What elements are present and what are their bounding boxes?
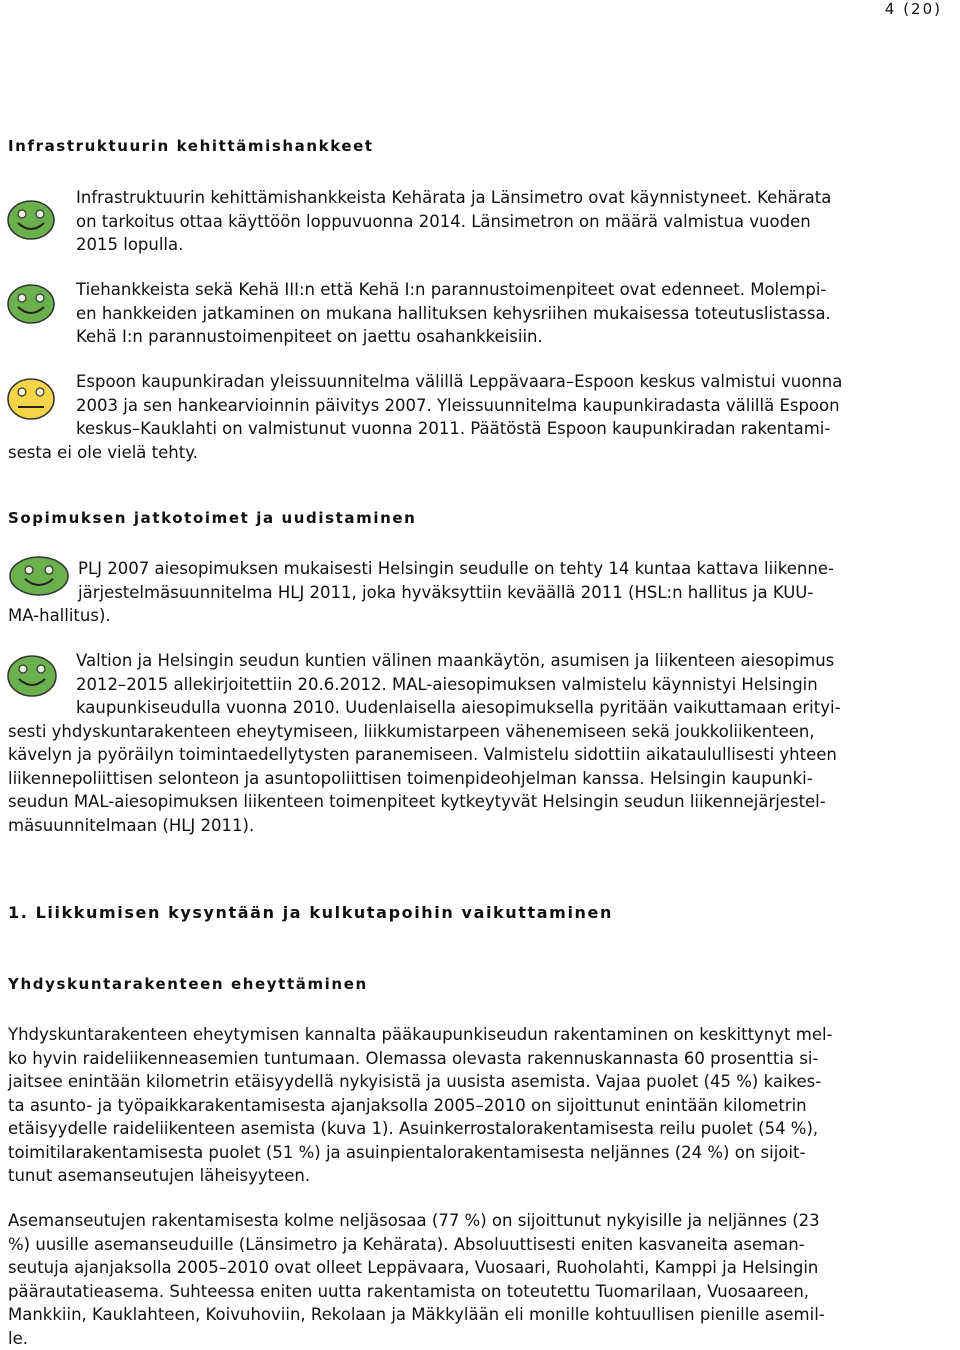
text-line: Mankkiin, Kauklahteen, Koivuhoviin, Rekolaan ja Mäkkylään eli monille kohtuullisen pienille asemil-: [8, 1303, 960, 1327]
infra-paragraph-3: [8, 370, 960, 464]
text-line: ko hyvin raideliikenneasemien tuntumaan. Olemassa olevasta rakennuskannasta 60 prosenttia si-: [8, 1047, 960, 1071]
text-line: etäisyydelle raideliikenteen asemista (kuva 1). Asuinkerrostalorakentamisesta reilu puolet (54 %),: [8, 1117, 960, 1141]
text-line: sesta ei ole vielä tehty.: [8, 441, 960, 465]
section-heading-agreement: Sopimuksen jatkotoimet ja uudistaminen: [8, 509, 416, 527]
text-line: jaitsee enintään kilometrin etäisyydellä nykyisistä ja uusista asemista. Vajaa puolet (45 %) kaikes-: [8, 1070, 960, 1094]
text-line: liikennepoliittisen selonteon ja asuntopoliittisen toimenpideohjelman kanssa. Helsingin kaupunki-: [8, 767, 960, 791]
text-line: Valtion ja Helsingin seudun kuntien välinen maankäytön, asumisen ja liikenteen aiesopimus: [8, 649, 960, 673]
text-line: 2012–2015 allekirjoitettiin 20.6.2012. MAL-aiesopimuksen valmistelu käynnistyi Helsingin: [8, 673, 960, 697]
chapter-heading: 1. Liikkumisen kysyntään ja kulkutapoihin vaikuttaminen: [8, 903, 613, 922]
text-line: ta asunto- ja työpaikkarakentamisesta ajanjaksolla 2005–2010 on sijoittunut enintään kilometrin: [8, 1094, 960, 1118]
text-line: %) uusille asemanseuduille (Länsimetro ja Kehärata). Absoluuttisesti eniten kasvaneita aseman-: [8, 1233, 960, 1257]
text-line: toimitilarakentamisesta puolet (51 %) ja asuinpientalorakentamisesta neljännes (24 %) on sijoit-: [8, 1141, 960, 1165]
text-line: Espoon kaupunkiradan yleissuunnitelma välillä Leppävaara–Espoon keskus valmistui vuonna: [8, 370, 960, 394]
text-line: keskus–Kauklahti on valmistunut vuonna 2011. Päätöstä Espoon kaupunkiradan rakentami-: [8, 417, 960, 441]
section-heading-community: Yhdyskuntarakenteen eheyttäminen: [8, 975, 368, 993]
community-paragraph-1: [8, 1023, 960, 1188]
text-line: kävelyn ja pyöräilyn toimintaedellytysten paranemiseen. Valmistelu sidottiin aikataulullisesti yhteen: [8, 743, 960, 767]
text-line: Yhdyskuntarakenteen eheytymisen kannalta pääkaupunkiseudun rakentaminen on keskittynyt mel-: [8, 1023, 960, 1047]
text-line: päärautatieasema. Suhteessa eniten uutta rakentamista on toteutettu Tuomarilaan, Vuosaareen,: [8, 1280, 960, 1304]
green-happy-face-icon: [6, 199, 56, 241]
green-happy-face-icon: [6, 283, 56, 325]
text-line: seudun MAL-aiesopimuksen liikenteen toimenpiteet kytkeytyvät Helsingin seudun liikennejärjestel-: [8, 790, 960, 814]
text-line: le.: [8, 1327, 960, 1350]
text-line: Kehä I:n parannustoimenpiteet on jaettu osahankkeisiin.: [76, 325, 960, 349]
section-heading-infrastructure: Infrastruktuurin kehittämishankkeet: [8, 137, 374, 155]
text-line: MA-hallitus).: [8, 604, 960, 628]
infra-paragraph-1: [76, 186, 960, 257]
agreement-paragraph-2: [8, 649, 960, 837]
infra-paragraph-2: [76, 278, 960, 349]
agreement-paragraph-1: [8, 557, 960, 628]
text-line: Infrastruktuurin kehittämishankkeista Kehärata ja Länsimetro ovat käynnistyneet. Kehärata: [76, 186, 960, 210]
text-line: Tiehankkeista sekä Kehä III:n että Kehä I:n parannustoimenpiteet ovat edenneet. Molempi-: [76, 278, 960, 302]
text-line: kaupunkiseudulla vuonna 2010. Uudenlaisella aiesopimuksella pyritään vaikuttamaan erityi-: [8, 696, 960, 720]
text-line: 2015 lopulla.: [76, 233, 960, 257]
text-line: en hankkeiden jatkaminen on mukana hallituksen kehysriihen mukaisessa toteutuslistassa.: [76, 302, 960, 326]
text-line: tunut asemanseutujen läheisyyteen.: [8, 1164, 960, 1188]
text-line: mäsuunnitelmaan (HLJ 2011).: [8, 814, 960, 838]
text-line: järjestelmäsuunnitelma HLJ 2011, joka hyväksyttiin keväällä 2011 (HSL:n hallitus ja KUU-: [8, 581, 960, 605]
text-line: seutuja ajanjaksolla 2005–2010 ovat olleet Leppävaara, Vuosaari, Ruoholahti, Kamppi ja Helsingin: [8, 1256, 960, 1280]
text-line: PLJ 2007 aiesopimuksen mukaisesti Helsingin seudulle on tehty 14 kuntaa kattava liikenne-: [8, 557, 960, 581]
page-number: 4 (20): [885, 0, 942, 18]
text-line: 2003 ja sen hankearvioinnin päivitys 2007. Yleissuunnitelma kaupunkiradasta välillä Espoon: [8, 394, 960, 418]
text-line: Asemanseutujen rakentamisesta kolme neljäsosaa (77 %) on sijoittunut nykyisille ja neljännes (23: [8, 1209, 960, 1233]
text-line: on tarkoitus ottaa käyttöön loppuvuonna 2014. Länsimetron on määrä valmistua vuoden: [76, 210, 960, 234]
community-paragraph-2: [8, 1209, 960, 1350]
text-line: sesti yhdyskuntarakenteen eheytymiseen, liikkumistarpeen vähenemiseen sekä joukkoliikenteen,: [8, 720, 960, 744]
